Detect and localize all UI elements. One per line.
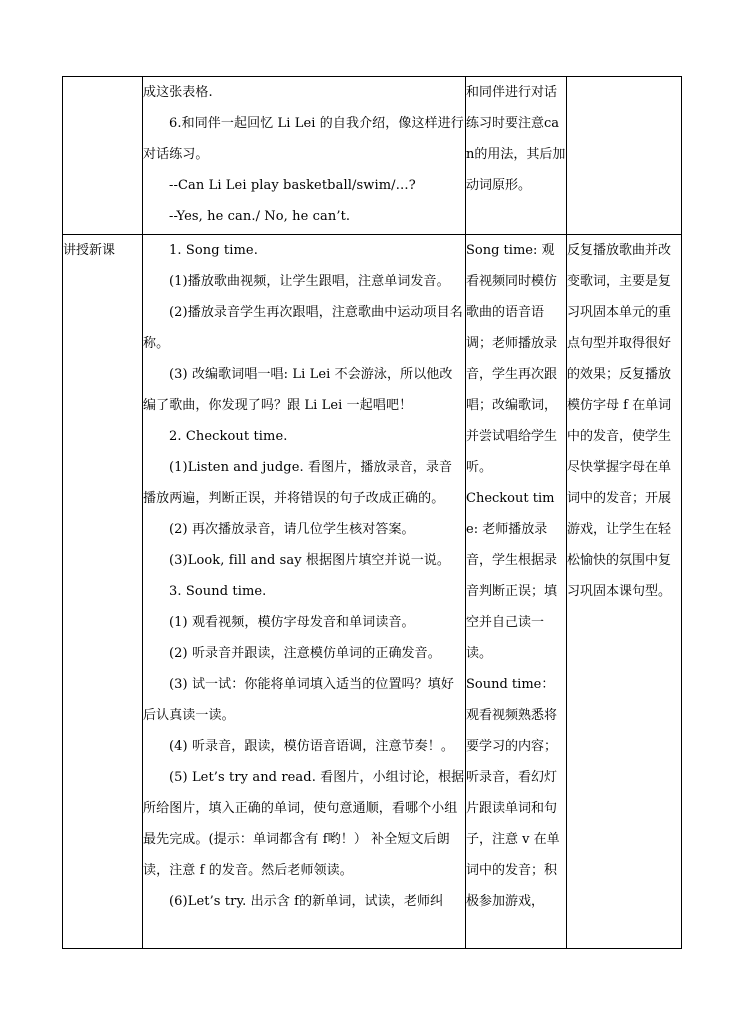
- activity-cell: [143, 235, 466, 949]
- activity-line: --Yes, he can./ No, he can’t.: [169, 209, 351, 224]
- activity-line: (2) 听录音并跟读，注意模仿单词的正确发音。: [169, 646, 441, 661]
- activity-line: (4) 听录音，跟读，模仿语音语调，注意节奏！。: [169, 739, 454, 754]
- design-intent-cell: [567, 235, 682, 949]
- activity-line: (3) 改编歌词唱一唱: Li Lei 不会游泳，所以他改编了歌曲，你发现了吗？跟 Li Lei 一起唱吧！: [143, 367, 453, 413]
- activity-line: 成这张表格.: [143, 85, 213, 100]
- activity-line: --Can Li Lei play basketball/swim/…?: [169, 178, 416, 193]
- design-intent-cell: [567, 77, 682, 235]
- activity-line: (5) Let’s try and read. 看图片，小组讨论，根据所给图片，填入正确的单词，使句意通顺，看哪个小组最先完成。(提示：单词都含有 f哟！） 补全短文后朗读，注意 f 的发音。然后老师领读。: [143, 770, 465, 878]
- activity-line: (1)播放歌曲视频，让学生跟唱，注意单词发音。: [169, 274, 450, 289]
- activity-line: (3) 试一试：你能将单词填入适当的位置吗？填好后认真读一读。: [143, 677, 454, 723]
- activity-line: (6)Let’s try. 出示含 f的新单词，试读，老师纠: [169, 894, 444, 909]
- lesson-plan-table: [62, 76, 682, 949]
- activity-line: (2)播放录音学生再次跟唱，注意歌曲中运动项目名称。: [143, 305, 463, 351]
- design-intent-text: 反复播放歌曲并改变歌词，主要是复习巩固本单元的重点句型并取得很好的效果；反复播放模仿字母 f 在单词中的发音，使学生尽快掌握字母在单词中的发音；开展游戏，让学生在轻松愉快的氛围中复习巩固本课句型。: [567, 243, 672, 599]
- student-activity-text: Song time: 观看视频同时模仿歌曲的语音语调；老师播放录音，学生再次跟唱；改编歌词，并尝试唱给学生听。: [466, 243, 558, 475]
- activity-line: (2) 再次播放录音，请几位学生核对答案。: [169, 522, 415, 537]
- student-activity-text: Checkout time: 老师播放录音，学生根据录音判断正误；填空并自己读一读。: [466, 491, 558, 661]
- activity-line: 2. Checkout time.: [169, 429, 288, 444]
- table-row: [63, 235, 682, 949]
- activity-line: (1)Listen and judge. 看图片，播放录音，录音播放两遍，判断正误，并将错误的句子改成正确的。: [143, 460, 453, 506]
- activity-cell: [143, 77, 466, 235]
- student-activity-cell: [466, 77, 567, 235]
- stage-cell: [63, 77, 143, 235]
- activity-line: 1. Song time.: [169, 243, 258, 258]
- activity-line: 3. Sound time.: [169, 584, 267, 599]
- activity-line: 6.和同伴一起回忆 Li Lei 的自我介绍，像这样进行对话练习。: [143, 116, 464, 162]
- stage-cell: [63, 235, 143, 949]
- student-activity-text: Sound time：观看视频熟悉将要学习的内容；听录音，看幻灯片跟读单词和句子，注意 v 在单词中的发音；积极参加游戏，: [466, 677, 560, 909]
- student-activity-cell: [466, 235, 567, 949]
- activity-line: (1) 观看视频，模仿字母发音和单词读音。: [169, 615, 415, 630]
- stage-label: 讲授新课: [63, 243, 116, 258]
- student-activity-text: 和同伴进行对话练习时要注意can的用法，其后加动词原形。: [466, 85, 566, 193]
- table-row: [63, 77, 682, 235]
- activity-line: (3)Look, fill and say 根据图片填空并说一说。: [169, 553, 451, 568]
